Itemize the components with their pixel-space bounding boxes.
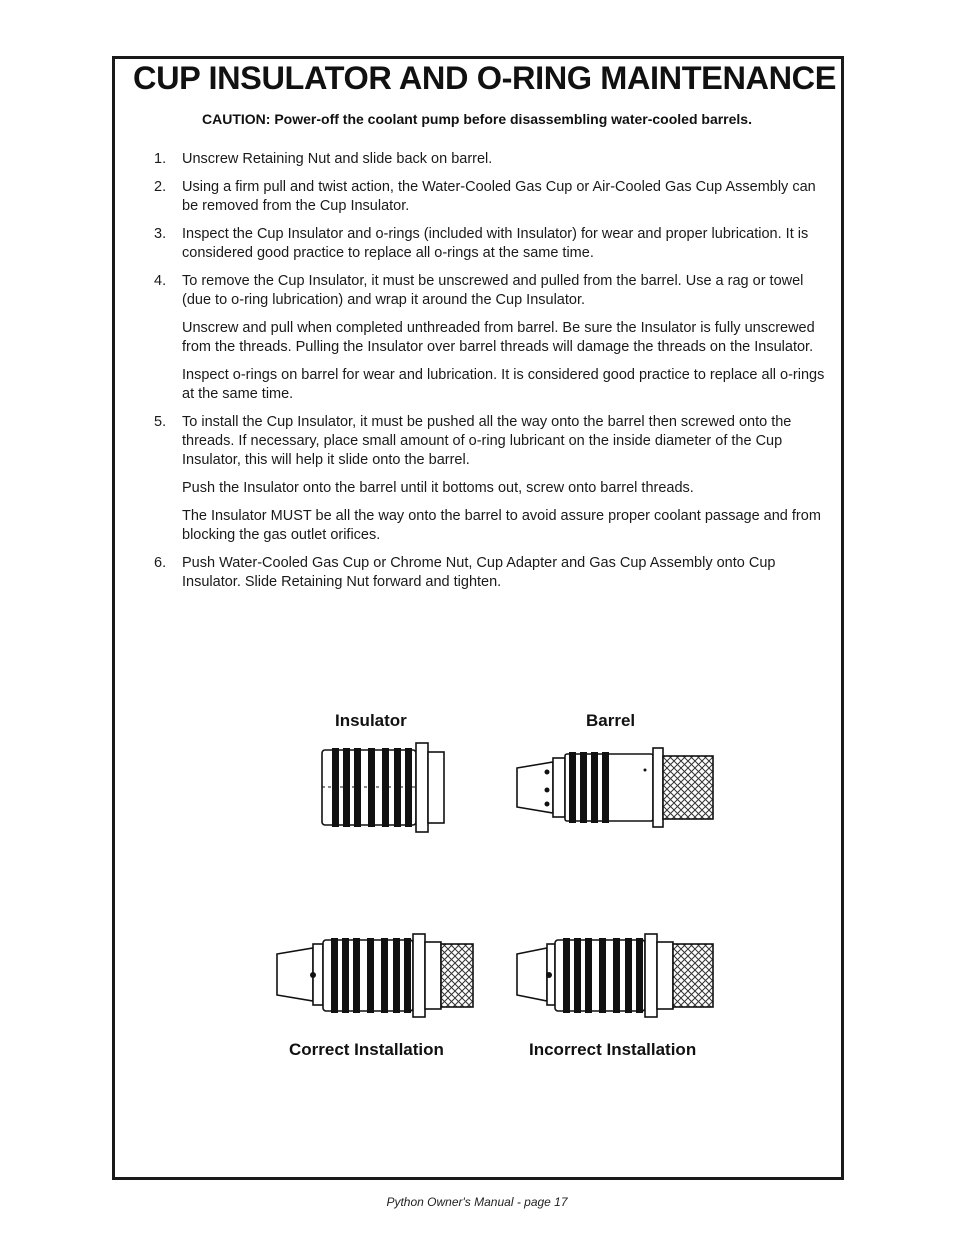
step-number: 4. [154,273,167,289]
page-title: CUP INSULATOR AND O-RING MAINTENANCE [133,60,837,96]
step-text: Push the Insulator onto the barrel until it bottoms out, screw onto barrel threads. [182,480,694,496]
step-3 [154,225,834,263]
incorrect-installation-label: Incorrect Installation [529,1040,697,1059]
barrel-illustration [513,740,718,835]
step-number: 2. [154,179,167,195]
step-1 [154,150,834,169]
page-footer: Python Owner's Manual - page 17 [386,1195,568,1209]
correct-installation-illustration [273,928,478,1023]
step-text: Using a firm pull and twist action, the Water-Cooled Gas Cup or Air-Cooled Gas Cup Assembly can be removed from the Cup Insulator. [182,179,816,214]
step-text: Unscrew and pull when completed unthreaded from barrel. Be sure the Insulator is fully unscrewed from the threads. Pulling the Insulator over barrel threads will damage the threads on the Insulator. [182,320,815,355]
step-4 [154,272,834,404]
incorrect-installation-illustration [513,928,718,1023]
instruction-list [154,150,834,601]
step-number: 6. [154,555,167,571]
step-text: Unscrew Retaining Nut and slide back on barrel. [182,151,493,167]
step-number: 5. [154,414,167,430]
caution-note: CAUTION: Power-off the coolant pump before disassembling water-cooled barrels. [202,111,752,127]
step-text: The Insulator MUST be all the way onto the barrel to avoid assure proper coolant passage and from blocking the gas outlet orifices. [182,508,821,543]
correct-installation-label: Correct Installation [289,1040,444,1059]
step-text: To install the Cup Insulator, it must be pushed all the way onto the barrel then screwed onto the threads. If necessary, place small amount of o-ring lubricant on the inside diameter of the Cup Insulator, this will help it slide onto the barrel. [182,414,792,468]
step-number: 3. [154,226,167,242]
step-text: Push Water-Cooled Gas Cup or Chrome Nut, Cup Adapter and Gas Cup Assembly onto Cup Insulator. Slide Retaining Nut forward and tighten. [182,555,776,590]
step-6 [154,554,834,592]
insulator-illustration [318,740,453,835]
step-2 [154,178,834,216]
step-number: 1. [154,151,167,167]
barrel-label: Barrel [586,711,636,730]
step-text: Inspect the Cup Insulator and o-rings (included with Insulator) for wear and proper lubrication. It is considered good practice to replace all o-rings at the same time. [182,226,809,261]
step-5 [154,413,834,545]
step-text: Inspect o-rings on barrel for wear and lubrication. It is considered good practice to replace all o-rings at the same time. [182,367,825,402]
insulator-label: Insulator [335,711,407,730]
step-text: To remove the Cup Insulator, it must be unscrewed and pulled from the barrel. Use a rag or towel (due to o-ring lubrication) and wrap it around the Cup Insulator. [182,273,804,308]
